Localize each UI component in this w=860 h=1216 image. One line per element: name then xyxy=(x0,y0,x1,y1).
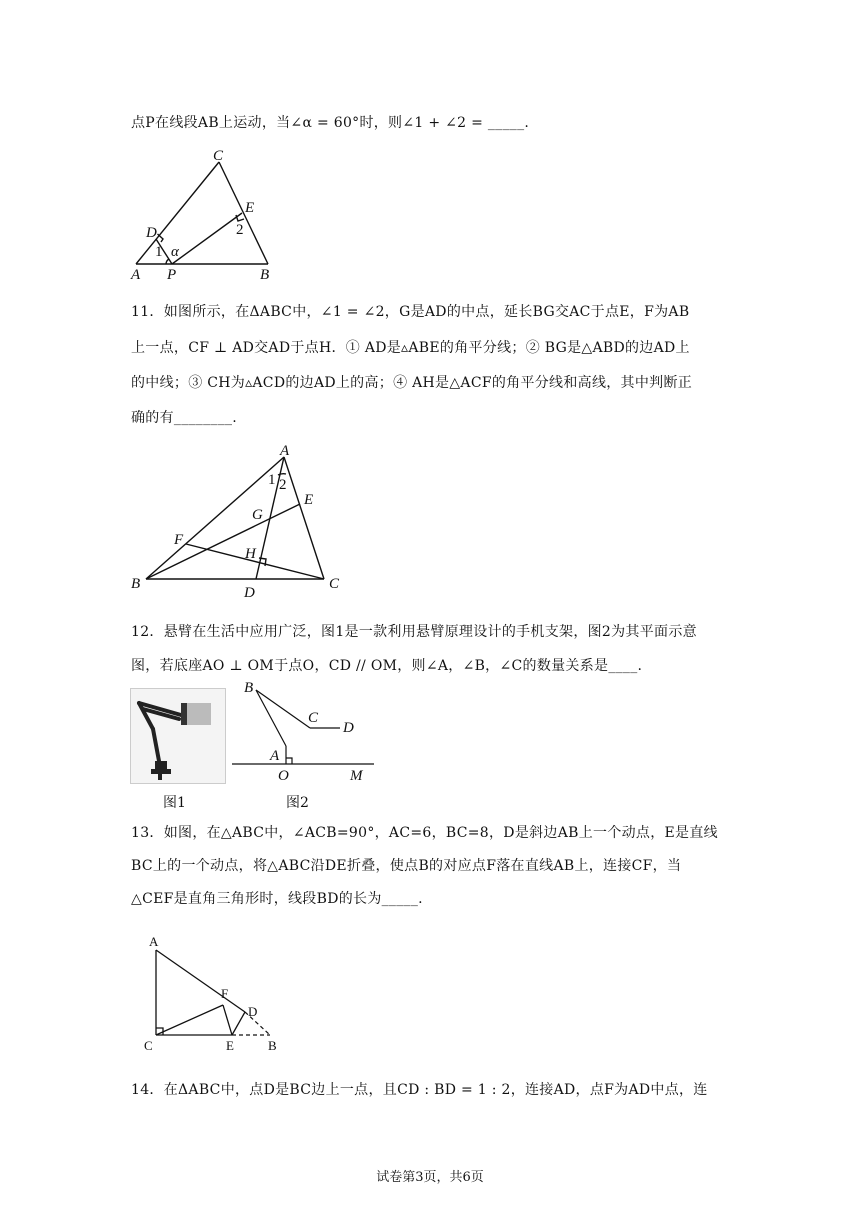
label-O: O xyxy=(278,768,289,784)
segment-BC xyxy=(256,690,310,728)
segment-AB xyxy=(146,457,284,579)
label-alpha: α xyxy=(171,244,179,260)
label-E: E xyxy=(304,492,314,508)
figure-q11 xyxy=(128,440,358,602)
label-angle-1: 1 xyxy=(155,244,163,260)
label-D: D xyxy=(244,585,255,601)
q11-line1: 11．如图所示，在ΔABC中，∠1 = ∠2，G是AD的中点，延长BG交AC于点E，F为AB xyxy=(131,304,690,320)
page-footer: 试卷第3页，共6页 xyxy=(376,1170,484,1185)
label-E: E xyxy=(245,200,255,216)
label-D: D xyxy=(248,1004,258,1019)
segment-AB xyxy=(256,690,286,746)
label-B: B xyxy=(260,267,270,283)
label-C: C xyxy=(144,1038,153,1053)
q12-line1: 12．悬臂在生活中应用广泛，图1是一款利用悬臂原理设计的手机支架，图2为其平面示意 xyxy=(131,624,697,640)
q11-line3: 的中线；③ CH为▵ACD的边AD上的高；④ AH是△ACF的角平分线和高线，其中判断正 xyxy=(131,375,693,391)
figure-q10 xyxy=(128,146,288,284)
segment-AC xyxy=(284,457,324,579)
label-A: A xyxy=(131,267,141,283)
q13-line1: 13．如图，在△ABC中，∠ACB=90°，AC=6，BC=8，D是斜边AB上一个动点，E是直线 xyxy=(131,825,718,841)
q11-line4: 确的有________. xyxy=(131,410,238,426)
label-H: H xyxy=(245,546,256,562)
label-A: A xyxy=(280,443,290,459)
label-angle-2: 2 xyxy=(279,477,287,493)
label-A: A xyxy=(149,934,159,949)
label-F: F xyxy=(174,532,184,548)
label-C: C xyxy=(213,148,224,164)
segment-CF xyxy=(156,1005,223,1035)
label-D: D xyxy=(146,225,157,241)
label-M: M xyxy=(350,768,363,784)
caption-fig2: 图2 xyxy=(286,795,309,811)
segment-CB xyxy=(219,162,268,264)
angle-arc xyxy=(166,259,169,264)
q14-line1: 14．在ΔABC中，点D是BC边上一点，且CD : BD = 1 : 2，连接AD，点F为AD中点，连 xyxy=(131,1082,708,1098)
angle-arc-A xyxy=(278,474,286,475)
segment-AD xyxy=(156,950,245,1012)
label-B: B xyxy=(131,576,141,592)
label-G: G xyxy=(252,507,263,523)
q13-line3: △CEF是直角三角形时，线段BD的长为_____. xyxy=(131,891,423,907)
segment-PE xyxy=(172,213,242,264)
segment-ED xyxy=(232,1012,245,1035)
segment-FE xyxy=(223,1005,232,1035)
label-P: P xyxy=(167,267,177,283)
label-C: C xyxy=(308,710,319,726)
q12-line2: 图，若底座AO ⊥ OM于点O，CD // OM，则∠A，∠B，∠C的数量关系是____. xyxy=(131,658,643,674)
label-angle-2: 2 xyxy=(236,222,244,238)
label-F: F xyxy=(221,986,229,1001)
caption-fig1: 图1 xyxy=(163,795,186,811)
q13-line2: BC上的一个动点，将△ABC沿DE折叠，使点B的对应点F落在直线AB上，连接CF，当 xyxy=(131,858,682,874)
label-angle-1: 1 xyxy=(268,472,276,488)
q10-text: 点P在线段AB上运动，当∠α = 60°时，则∠1 + ∠2 = _____. xyxy=(131,115,530,131)
label-A: A xyxy=(270,748,280,764)
label-C: C xyxy=(329,576,340,592)
right-angle-O xyxy=(286,758,292,764)
label-E: E xyxy=(226,1038,234,1053)
label-B: B xyxy=(244,680,254,696)
label-B: B xyxy=(268,1038,277,1053)
label-D: D xyxy=(343,720,354,736)
q11-line2: 上一点，CF ⊥ AD交AD于点H．① AD是▵ABE的角平分线；② BG是△ABD的边AD上 xyxy=(131,340,690,356)
phone-holder-photo xyxy=(130,688,226,784)
figure-q13 xyxy=(140,930,300,1056)
figure-q12-diagram xyxy=(228,678,378,786)
